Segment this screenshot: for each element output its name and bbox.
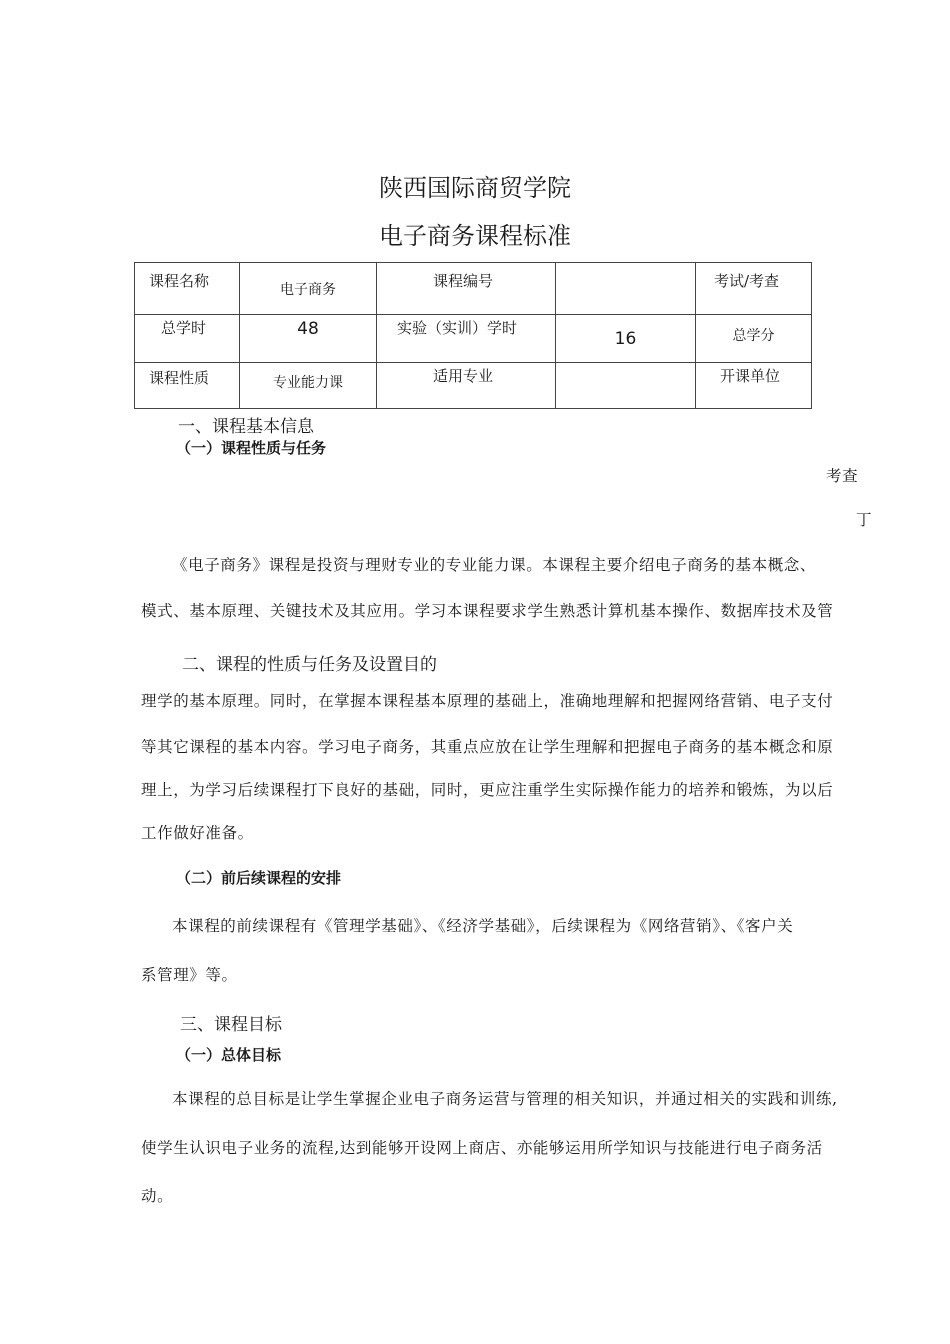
lab-hours-label: 实验（实训）学时: [397, 319, 518, 337]
paragraph-2-line-3: 理上，为学习后续课程打下良好的基础，同时，更应注重学生实际操作能力的培养和锻炼，为以后: [141, 781, 834, 799]
table-row: [135, 315, 812, 363]
table-row: [135, 263, 812, 315]
major-label: 适用专业: [433, 367, 494, 385]
section-3-subheading-1: （一）总体目标: [176, 1046, 282, 1064]
course-name-value: 电子商务: [280, 282, 336, 298]
total-hours-label: 总学时: [161, 319, 207, 337]
course-name-label: 课程名称: [149, 272, 210, 290]
course-info-table: [134, 262, 812, 409]
stray-text-1: 考查: [826, 467, 859, 485]
paragraph-3-line-2: 系管理》等。: [141, 966, 238, 984]
section-2-heading: 二、课程的性质与任务及设置目的: [182, 655, 437, 675]
course-type-label: 课程性质: [149, 369, 210, 387]
table-row: [135, 363, 812, 409]
institution-title: 陕西国际商贸学院: [379, 174, 571, 202]
offering-unit-label: 开课单位: [720, 367, 781, 385]
exam-type-label: 考试/考查: [714, 272, 780, 290]
course-type-value: 专业能力课: [273, 375, 343, 391]
paragraph-4-line-3: 动。: [141, 1187, 174, 1205]
section-1-subheading-1: （一）课程性质与任务: [176, 439, 327, 457]
paragraph-1-line-2: 模式、基本原理、关键技术及其应用。学习本课程要求学生熟悉计算机基本操作、数据库技术及管: [141, 602, 834, 620]
stray-text-2: 丁: [856, 511, 873, 529]
paragraph-1-line-1: 《电子商务》课程是投资与理财专业的专业能力课。本课程主要介绍电子商务的基本概念、: [172, 556, 817, 574]
paragraph-2-line-1: 理学的基本原理。同时，在掌握本课程基本原理的基础上，准确地理解和把握网络营销、电子支付: [141, 692, 834, 710]
section-1-subheading-2: （二）前后续课程的安排: [176, 869, 342, 887]
lab-hours-value: 16: [614, 329, 637, 349]
paragraph-3-line-1: 本课程的前续课程有《管理学基础》、《经济学基础》，后续课程为《网络营销》、《客户关: [172, 917, 794, 935]
paragraph-4-line-1: 本课程的总目标是让学生掌握企业电子商务运营与管理的相关知识，并通过相关的实践和训练,: [172, 1090, 838, 1108]
document-title: 电子商务课程标准: [379, 222, 571, 250]
section-3-heading: 三、课程目标: [180, 1015, 282, 1035]
paragraph-2-line-4: 工作做好准备。: [141, 824, 254, 842]
section-1-heading: 一、课程基本信息: [178, 417, 314, 437]
paragraph-4-line-2: 使学生认识电子业务的流程,达到能够开设网上商店、亦能够运用所学知识与技能进行电子商务活: [141, 1139, 823, 1157]
total-credits-label: 总学分: [732, 328, 775, 344]
paragraph-2-line-2: 等其它课程的基本内容。学习电子商务，其重点应放在让学生理解和把握电子商务的基本概念和原: [141, 738, 834, 756]
course-code-label: 课程编号: [433, 272, 494, 290]
total-hours-value: 48: [297, 319, 319, 339]
